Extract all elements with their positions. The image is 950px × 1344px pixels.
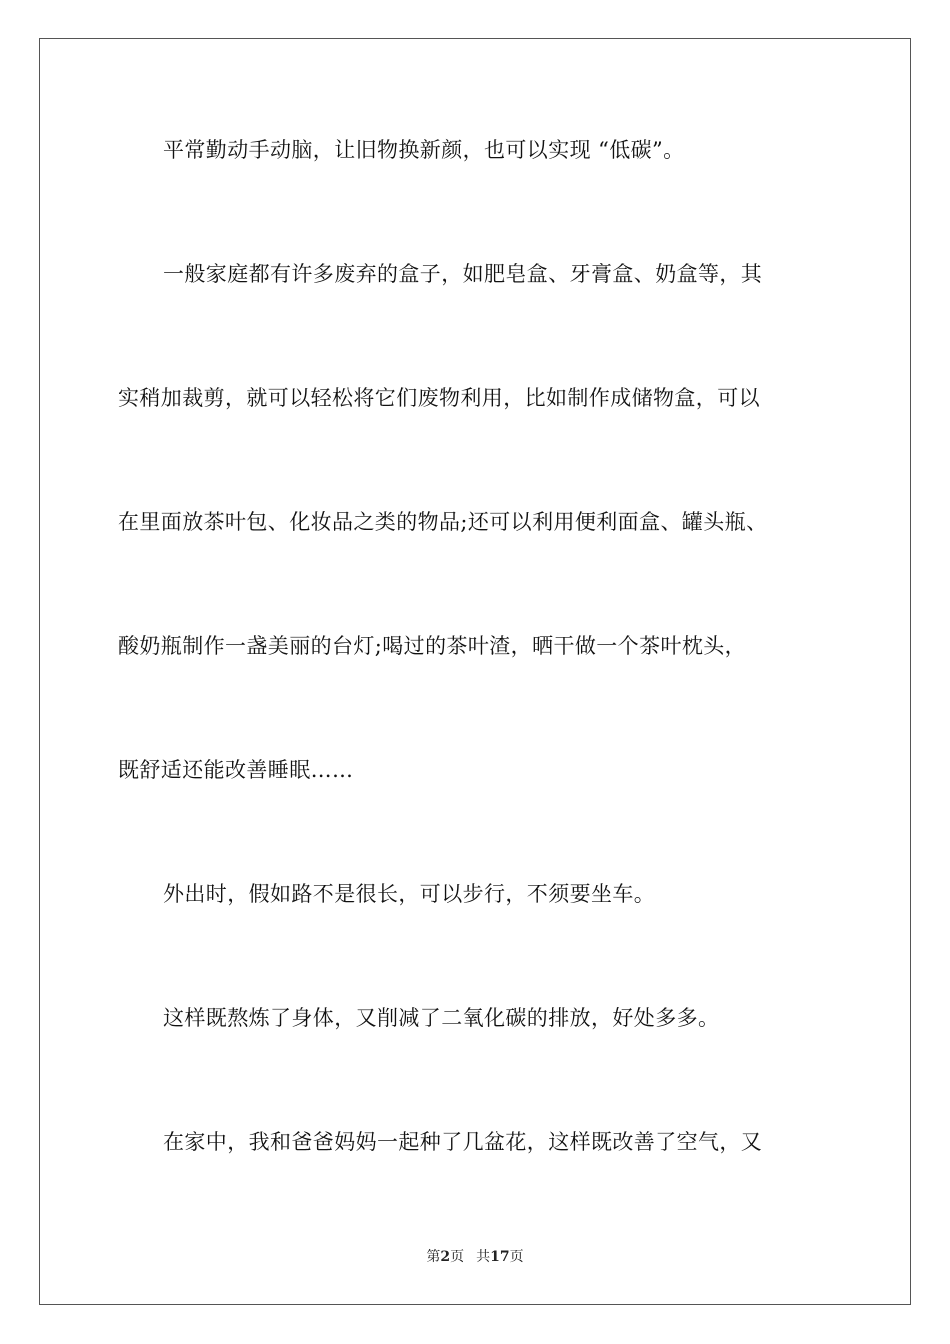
- paragraph-line: 酸奶瓶制作一盏美丽的台灯;喝过的茶叶渣，晒干做一个茶叶枕头，: [118, 634, 747, 658]
- paragraph-line: 既舒适还能改善睡眠……: [118, 758, 354, 782]
- page-footer: [0, 1248, 950, 1266]
- paragraph-line: 这样既熬炼了身体，又削减了二氧化碳的排放，好处多多。: [163, 1006, 720, 1030]
- paragraph-line: 实稍加裁剪，就可以轻松将它们废物利用，比如制作成储物盒，可以: [118, 386, 760, 410]
- paragraph-line: 外出时，假如路不是很长，可以步行，不须要坐车。: [163, 882, 656, 906]
- total-pages-label: 共17页: [476, 1249, 524, 1265]
- paragraph-line: 在里面放茶叶包、化妆品之类的物品;还可以利用便利面盒、罐头瓶、: [118, 510, 768, 534]
- page-border: [39, 38, 911, 1305]
- paragraph-line: 一般家庭都有许多废弃的盒子，如肥皂盒、牙膏盒、奶盒等，其: [163, 262, 763, 286]
- paragraph-line: 在家中，我和爸爸妈妈一起种了几盆花，这样既改善了空气，又: [163, 1130, 763, 1154]
- page-label: 第2页: [426, 1249, 465, 1265]
- paragraph-line: 平常勤动手动脑，让旧物换新颜，也可以实现 “低碳”。: [163, 138, 685, 162]
